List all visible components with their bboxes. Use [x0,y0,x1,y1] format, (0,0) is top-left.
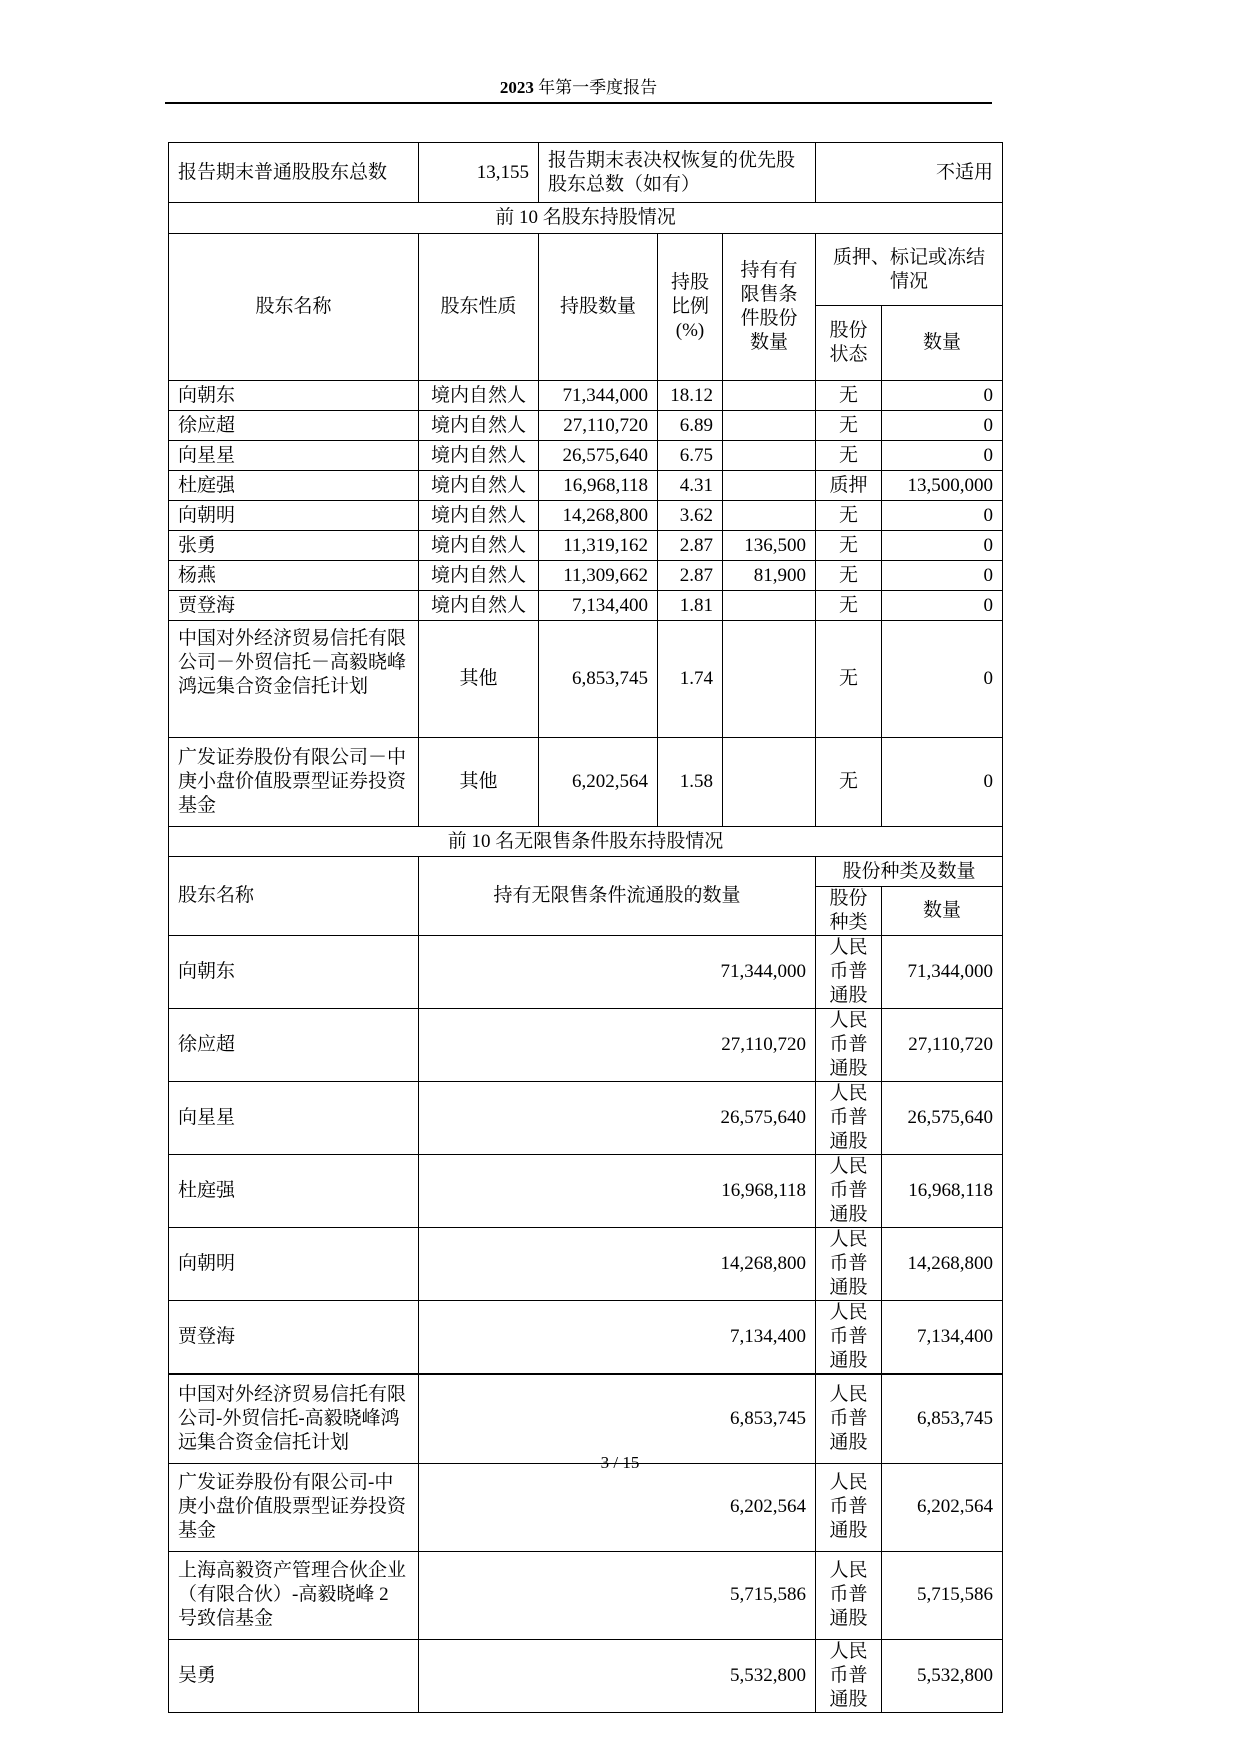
table-row [169,1155,1003,1228]
holder-restricted [723,471,816,501]
holder-name: 向星星 [169,441,419,471]
share-type-qty: 71,344,000 [882,936,1003,1009]
table-row [169,471,1003,501]
pledge-status: 质押 [816,471,882,501]
report-title: 年第一季度报告 [538,78,658,97]
share-type: 人民币普通股 [816,1551,882,1639]
unrestricted-qty: 7,134,400 [419,1301,816,1375]
holder-shares: 26,575,640 [539,441,658,471]
holder-ratio: 18.12 [658,381,723,411]
col-header-unrestricted-name: 股东名称 [169,857,419,936]
report-year: 2023 [499,78,534,97]
share-type-qty: 16,968,118 [882,1155,1003,1228]
table-row [169,1463,1003,1551]
pledge-status: 无 [816,501,882,531]
share-type-qty: 5,715,586 [882,1551,1003,1639]
pledge-status: 无 [816,738,882,827]
holder-shares: 11,309,662 [539,561,658,591]
holder-ratio: 3.62 [658,501,723,531]
table-row [169,501,1003,531]
col-header-type: 股份种类 [816,887,882,936]
table-row [169,1228,1003,1301]
common-holders-label: 报告期末普通股股东总数 [169,143,419,203]
pledge-qty: 13,500,000 [882,471,1003,501]
table-row [169,381,1003,411]
holder-shares: 11,319,162 [539,531,658,561]
holder-name: 中国对外经济贸易信托有限公司-外贸信托-高毅晓峰鸿远集合资金信托计划 [169,1374,419,1463]
col-header-unrestricted-qty: 持有无限售条件流通股的数量 [419,857,816,936]
holder-ratio: 6.89 [658,411,723,441]
share-type-qty: 5,532,800 [882,1639,1003,1712]
holder-shares: 7,134,400 [539,591,658,621]
pledge-qty: 0 [882,411,1003,441]
holder-name: 吴勇 [169,1639,419,1712]
col-header-shares: 持股数量 [539,234,658,381]
holder-ratio: 6.75 [658,441,723,471]
table-row [169,1551,1003,1639]
unrestricted-qty: 26,575,640 [419,1082,816,1155]
pledge-status: 无 [816,441,882,471]
pledge-qty: 0 [882,591,1003,621]
holder-nature: 其他 [419,621,539,738]
share-type: 人民币普通股 [816,1463,882,1551]
unrestricted-section-title: 前 10 名无限售条件股东持股情况 [169,827,1003,857]
pledge-status: 无 [816,561,882,591]
page-number: 3 / 15 [600,1453,640,1472]
holder-restricted [723,441,816,471]
holder-name: 广发证券股份有限公司－中庚小盘价值股票型证券投资基金 [169,738,419,827]
table-row [169,1009,1003,1082]
share-type-qty: 6,202,564 [882,1463,1003,1551]
unrestricted-qty: 5,715,586 [419,1551,816,1639]
holder-ratio: 4.31 [658,471,723,501]
col-header-nature: 股东性质 [419,234,539,381]
holder-nature: 境内自然人 [419,441,539,471]
table-row [169,621,1003,738]
holder-shares: 6,202,564 [539,738,658,827]
top10-section-title: 前 10 名股东持股情况 [169,203,1003,234]
table-row [169,1082,1003,1155]
col-header-pledge-qty: 数量 [882,306,1003,381]
col-header-name: 股东名称 [169,234,419,381]
holder-nature: 境内自然人 [419,411,539,441]
holder-name: 张勇 [169,531,419,561]
table-row [169,561,1003,591]
holder-restricted: 81,900 [723,561,816,591]
holder-ratio: 2.87 [658,531,723,561]
holder-ratio: 1.81 [658,591,723,621]
holder-restricted [723,621,816,738]
pledge-status: 无 [816,411,882,441]
holder-restricted [723,381,816,411]
pledge-qty: 0 [882,621,1003,738]
holder-shares: 27,110,720 [539,411,658,441]
pledge-status: 无 [816,531,882,561]
pledge-status: 无 [816,621,882,738]
table-row [169,441,1003,471]
holder-name: 上海高毅资产管理合伙企业（有限合伙）-高毅晓峰 2 号致信基金 [169,1551,419,1639]
holder-name: 向朝东 [169,381,419,411]
holder-name: 徐应超 [169,411,419,441]
holder-restricted [723,591,816,621]
holder-name: 杜庭强 [169,471,419,501]
unrestricted-qty: 6,853,745 [419,1374,816,1463]
summary-row [169,143,1003,203]
preferred-holders-label: 报告期末表决权恢复的优先股股东总数（如有） [539,143,816,203]
table-row [169,738,1003,827]
holder-name: 徐应超 [169,1009,419,1082]
unrestricted-qty: 16,968,118 [419,1155,816,1228]
shareholder-table [168,142,1003,1713]
header-rule [165,102,992,104]
share-type-qty: 26,575,640 [882,1082,1003,1155]
holder-name: 向朝明 [169,1228,419,1301]
col-header-pledge-status: 股份状态 [816,306,882,381]
share-type-qty: 6,853,745 [882,1374,1003,1463]
preferred-holders-value: 不适用 [816,143,1003,203]
holder-name: 贾登海 [169,1301,419,1375]
holder-ratio: 1.74 [658,621,723,738]
col-header-pledge-group: 质押、标记或冻结情况 [816,234,1003,306]
pledge-status: 无 [816,381,882,411]
holder-nature: 境内自然人 [419,561,539,591]
holder-nature: 境内自然人 [419,591,539,621]
share-type: 人民币普通股 [816,1374,882,1463]
share-type-qty: 14,268,800 [882,1228,1003,1301]
pledge-status: 无 [816,591,882,621]
holder-shares: 6,853,745 [539,621,658,738]
pledge-qty: 0 [882,501,1003,531]
pledge-qty: 0 [882,441,1003,471]
pledge-qty: 0 [882,561,1003,591]
col-header-restricted: 持有有限售条件股份数量 [723,234,816,381]
share-type-qty: 27,110,720 [882,1009,1003,1082]
share-type: 人民币普通股 [816,1639,882,1712]
holder-shares: 16,968,118 [539,471,658,501]
holder-nature: 境内自然人 [419,501,539,531]
holder-name: 贾登海 [169,591,419,621]
holder-ratio: 2.87 [658,561,723,591]
holder-name: 广发证券股份有限公司-中庚小盘价值股票型证券投资基金 [169,1463,419,1551]
holder-name: 向星星 [169,1082,419,1155]
table-row [169,411,1003,441]
table-row [169,591,1003,621]
holder-name: 中国对外经济贸易信托有限公司－外贸信托－高毅晓峰鸿远集合资金信托计划 [169,621,419,738]
holder-name: 向朝东 [169,936,419,1009]
holder-restricted [723,738,816,827]
page-header [165,76,992,100]
pledge-qty: 0 [882,738,1003,827]
table-row [169,531,1003,561]
unrestricted-qty: 14,268,800 [419,1228,816,1301]
share-type: 人民币普通股 [816,1082,882,1155]
holder-restricted [723,411,816,441]
holder-name: 向朝明 [169,501,419,531]
holder-restricted: 136,500 [723,531,816,561]
pledge-qty: 0 [882,381,1003,411]
table-row [169,936,1003,1009]
common-holders-value: 13,155 [419,143,539,203]
unrestricted-qty: 71,344,000 [419,936,816,1009]
pledge-qty: 0 [882,531,1003,561]
col-header-ratio: 持股比例(%) [658,234,723,381]
holder-nature: 境内自然人 [419,531,539,561]
col-header-type-qty: 数量 [882,887,1003,936]
unrestricted-qty: 27,110,720 [419,1009,816,1082]
share-type: 人民币普通股 [816,1301,882,1375]
unrestricted-qty: 5,532,800 [419,1639,816,1712]
holder-nature: 境内自然人 [419,381,539,411]
unrestricted-qty: 6,202,564 [419,1463,816,1551]
share-type: 人民币普通股 [816,1228,882,1301]
holder-restricted [723,501,816,531]
share-type: 人民币普通股 [816,1009,882,1082]
holder-nature: 境内自然人 [419,471,539,501]
holder-nature: 其他 [419,738,539,827]
holder-name: 杜庭强 [169,1155,419,1228]
table-row [169,1639,1003,1712]
table-row [169,1301,1003,1375]
col-header-type-group: 股份种类及数量 [816,857,1003,887]
share-type-qty: 7,134,400 [882,1301,1003,1375]
table-row [169,1374,1003,1463]
holder-shares: 71,344,000 [539,381,658,411]
share-type: 人民币普通股 [816,936,882,1009]
share-type: 人民币普通股 [816,1155,882,1228]
holder-ratio: 1.58 [658,738,723,827]
holder-name: 杨燕 [169,561,419,591]
holder-shares: 14,268,800 [539,501,658,531]
